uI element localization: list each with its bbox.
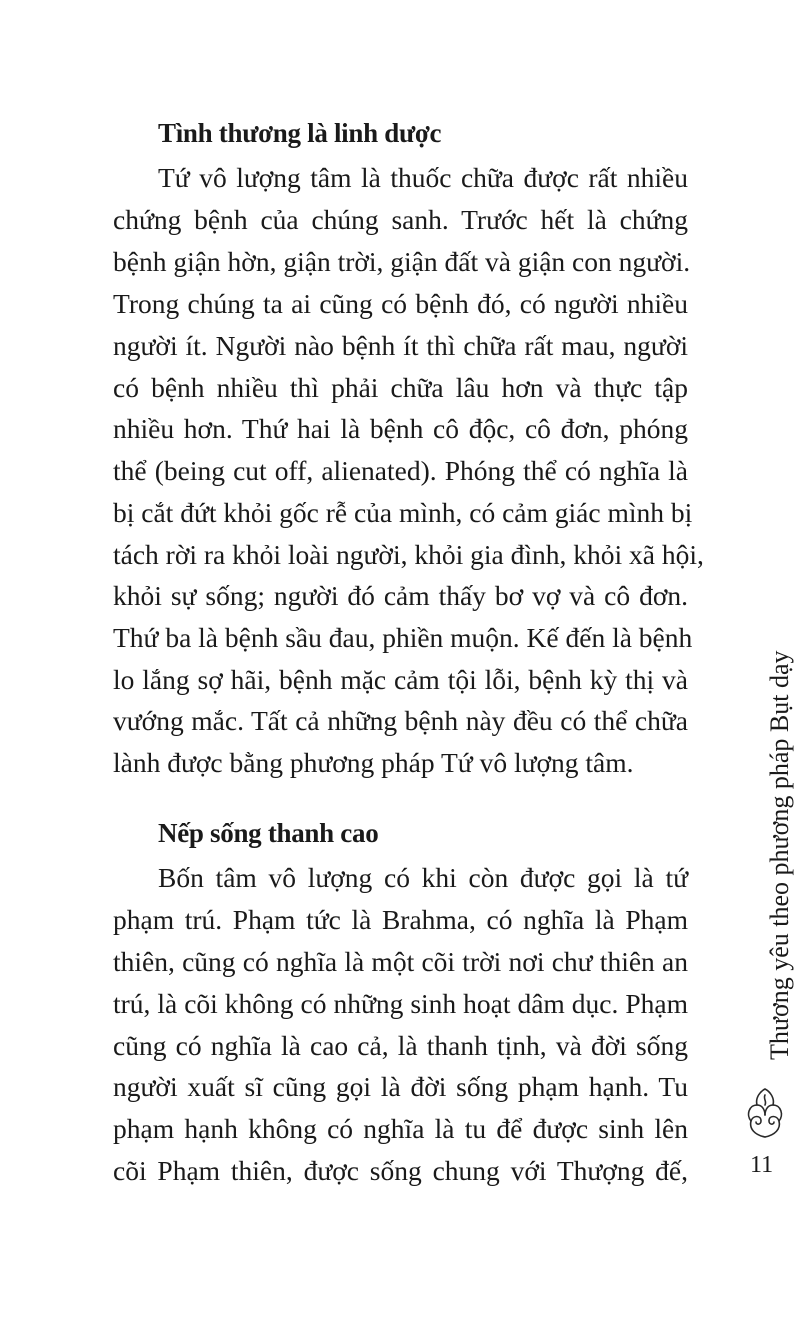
text-line: người xuất sĩ cũng gọi là đời sống phạm hạnh. Tu [113, 1071, 688, 1102]
running-title: Thương yêu theo phương pháp Bụt dạy [765, 650, 794, 1060]
text-line: bệnh giận hờn, giận trời, giận đất và giận con người. [113, 246, 691, 277]
text-line: thể (being cut off, alienated). Phóng thể có nghĩa là [113, 455, 688, 486]
text-line: Trong chúng ta ai cũng có bệnh đó, có người nhiều [113, 288, 688, 319]
text-line: thiên, cũng có nghĩa là một cõi trời nơi chư thiên an [113, 946, 688, 977]
text-line: lành được bằng phương pháp Tứ vô lượng tâm. [113, 747, 634, 778]
cloud-swirl-ornament-icon [743, 1085, 787, 1141]
text-line: Bốn tâm vô lượng có khi còn được gọi là tứ [158, 862, 688, 893]
text-line: tách rời ra khỏi loài người, khỏi gia đình, khỏi xã hội, [113, 539, 704, 570]
section-heading: Nếp sống thanh cao [158, 818, 379, 848]
page-number: 11 [750, 1152, 774, 1178]
text-line: có bệnh nhiều thì phải chữa lâu hơn và thực tập [113, 372, 688, 403]
text-line: khỏi sự sống; người đó cảm thấy bơ vợ và cô đơn. [113, 580, 688, 611]
text-line: Tứ vô lượng tâm là thuốc chữa được rất nhiều [158, 162, 688, 193]
text-line: lo lắng sợ hãi, bệnh mặc cảm tội lỗi, bệnh kỳ thị và [113, 664, 688, 695]
text-line: phạm hạnh không có nghĩa là tu để được sinh lên [113, 1113, 688, 1144]
text-line: vướng mắc. Tất cả những bệnh này đều có thể chữa [113, 705, 688, 736]
text-line: trú, là cõi không có những sinh hoạt dâm dục. Phạm [113, 988, 688, 1019]
text-line: chứng bệnh của chúng sanh. Trước hết là chứng [113, 204, 688, 235]
text-line: cõi Phạm thiên, được sống chung với Thượng đế, [113, 1155, 688, 1186]
text-line: cũng có nghĩa là cao cả, là thanh tịnh, và đời sống [113, 1030, 688, 1061]
text-line: phạm trú. Phạm tức là Brahma, có nghĩa là Phạm [113, 904, 688, 935]
text-line: bị cắt đứt khỏi gốc rễ của mình, có cảm giác mình bị [113, 497, 693, 528]
section-heading: Tình thương là linh dược [158, 118, 442, 148]
text-line: Thứ ba là bệnh sầu đau, phiền muộn. Kế đến là bệnh [113, 622, 693, 653]
text-line: nhiều hơn. Thứ hai là bệnh cô độc, cô đơn, phóng [113, 413, 688, 444]
text-line: người ít. Người nào bệnh ít thì chữa rất mau, người [113, 330, 688, 361]
